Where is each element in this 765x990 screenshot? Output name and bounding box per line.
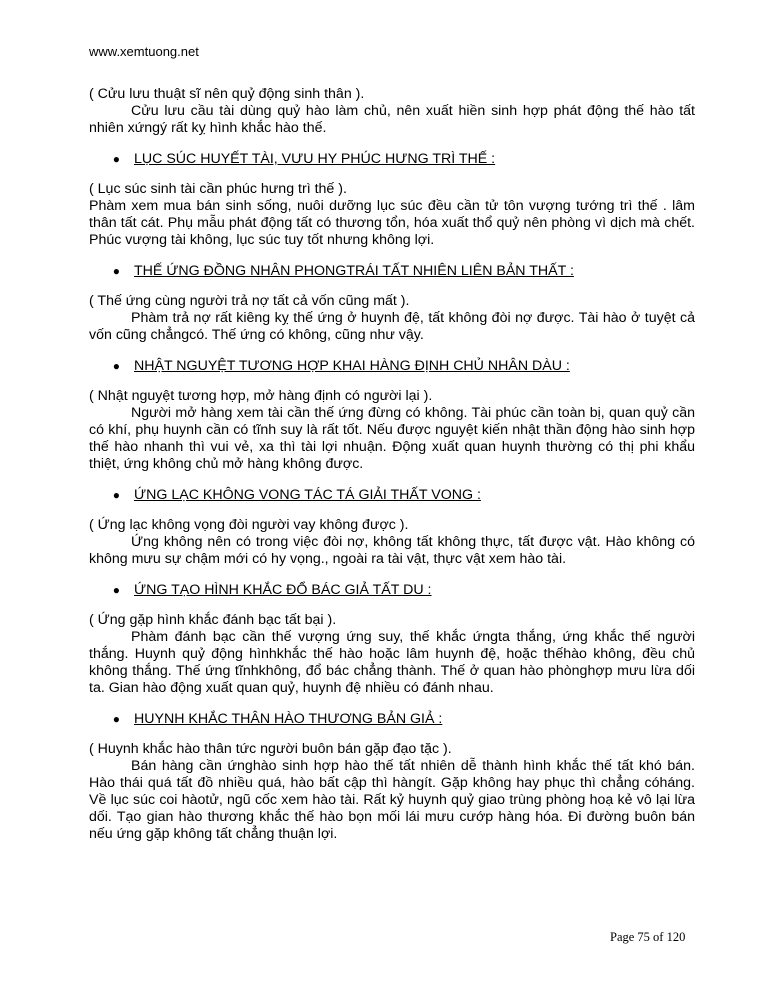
section-4 [89, 487, 695, 568]
section-1 [89, 151, 695, 249]
section-lead: ( Ứng lạc không vọng đòi người vay không được ). [89, 517, 409, 533]
bullet-icon: ● [112, 583, 120, 597]
section-heading-text: ỨNG TẠO HÌNH KHẮC ĐỔ BÁC GIẢ TẤT DU : [134, 582, 432, 598]
section-heading-text: HUYNH KHẮC THÂN HÀO THƯƠNG BẢN GIẢ : [134, 711, 443, 727]
bullet-icon: ● [112, 488, 120, 502]
section-heading-text: THẾ ỨNG ĐỒNG NHÂN PHONGTRÁI TẤT NHIÊN LIÊN BẢN THẤT : [134, 263, 574, 279]
section-heading [89, 151, 695, 168]
section-lead: ( Huynh khắc hào thân tức người buôn bán gặp đạo tặc ). [89, 741, 452, 757]
section-heading-text: LỤC SÚC HUYẾT TÀI, VƯU HY PHÚC HƯNG TRÌ THẾ : [134, 151, 496, 167]
bullet-icon: ● [112, 359, 120, 373]
section-paragraph: Phàm xem mua bán sinh sống, nuôi dưỡng lục súc đều cần tử tôn vượng tướng trì thế . lâm thân tất cát. Phụ mẫu phát động tất có thương tổn, hóa xuất thổ quỷ nên phòng vì dịch mà chết. Phúc vượng tài không, lục súc tuy tốt nhưng không lợi. [89, 198, 695, 248]
section-lead: ( Cửu lưu thuật sĩ nên quỷ động sinh thân ). [89, 86, 365, 102]
section-lead: ( Thế ứng cùng người trả nợ tất cả vốn cũng mất ). [89, 293, 410, 309]
site-header-link[interactable]: www.xemtuong.net [89, 44, 199, 59]
section-paragraph: Bán hàng cần ứnghào sinh hợp hào thế tất nhiên dễ thành hình khắc thế tất khó bán. Hào thái quá tất đồ nhiều quá, hào bất cập thì hàngít. Gặp không hay phục thì chẳng cóháng. Về lục súc coi hàotử, ngũ cốc xem hào tài. Rất kỷ huynh quỷ giao trùng phòng hoạ kẻ vô lại lừa dối. Tạo gian hào thương khắc thế hào bọn mối lái mưu cướp hàng hóa. Đi đường buôn bán nếu ứng gặp không tất chẳng thuận lợi. [89, 758, 695, 842]
bullet-icon: ● [112, 712, 120, 726]
section-paragraph: Ứng không nên có trong việc đòi nợ, không tất không thực, tất được vật. Hào không có không mưu sự chậm mới có hy vọng., ngoài ra tài vật, thực vật xem hào tài. [89, 534, 695, 567]
section-2 [89, 263, 695, 344]
document-body [89, 86, 695, 843]
section-paragraph: Cửu lưu cầu tài dùng quỷ hào làm chủ, nên xuất hiền sinh hợp phát động thế hào tất nhiên xứngý rất kỵ hình khắc hào thế. [89, 103, 695, 136]
section-3 [89, 358, 695, 473]
section-0 [89, 86, 695, 137]
section-paragraph: Người mở hàng xem tài cần thế ứng đừng có không. Tài phúc cần toàn bị, quan quỷ cần có khí, phụ huynh cần có tĩnh suy là rất tốt. Nếu được nguyệt kiến nhật thần động hào sinh hợp thế hào nhanh thì vui vẻ, xa thì tài lợi nhuận. Động xuất quan huynh thường có thị phi khẩu thiệt, ứng không chủ mở hàng không được. [89, 405, 695, 472]
section-lead: ( Nhật nguyệt tương hợp, mở hàng định có người lại ). [89, 388, 433, 404]
section-heading [89, 582, 695, 599]
section-lead: ( Lục súc sinh tài cần phúc hưng trì thế ). [89, 181, 347, 197]
section-heading [89, 487, 695, 504]
section-heading [89, 263, 695, 280]
section-heading-text: NHẬT NGUYỆT TƯƠNG HỢP KHAI HÀNG ĐỊNH CHỦ NHÂN DÀU : [134, 358, 570, 374]
section-heading [89, 358, 695, 375]
page-number: Page 75 of 120 [610, 930, 686, 944]
section-heading-text: ỨNG LẠC KHÔNG VONG TÁC TÁ GIẢI THẤT VONG : [134, 487, 481, 503]
section-6 [89, 711, 695, 843]
section-5 [89, 582, 695, 697]
section-paragraph: Phàm đánh bạc cần thế vượng ứng suy, thế khắc ứngta thắng, ứng khắc thế người thắng. Huynh quỷ động hìnhkhắc thế hào hoặc lâm huynh đệ, hoặc thếhào không, đều chủ không thắng. Thế ứng tĩnhkhông, đổ bác chẳng thành. Thế ở quan hào phònghợp mưu lừa dối ta. Gian hào động xuất quan quỷ, huynh đệ nhiều có đánh nhau. [89, 629, 695, 696]
bullet-icon: ● [112, 152, 120, 166]
bullet-icon: ● [112, 264, 120, 278]
section-paragraph: Phàm trả nợ rất kiêng kỵ thế ứng ở huynh đệ, tất không đòi nợ được. Tài hào ở tuyệt cả vốn cũng chẳngcó. Thế ứng có không, cũng như vậy. [89, 310, 695, 343]
section-lead: ( Ứng gặp hình khắc đánh bạc tất bại ). [89, 612, 337, 628]
section-heading [89, 711, 695, 728]
